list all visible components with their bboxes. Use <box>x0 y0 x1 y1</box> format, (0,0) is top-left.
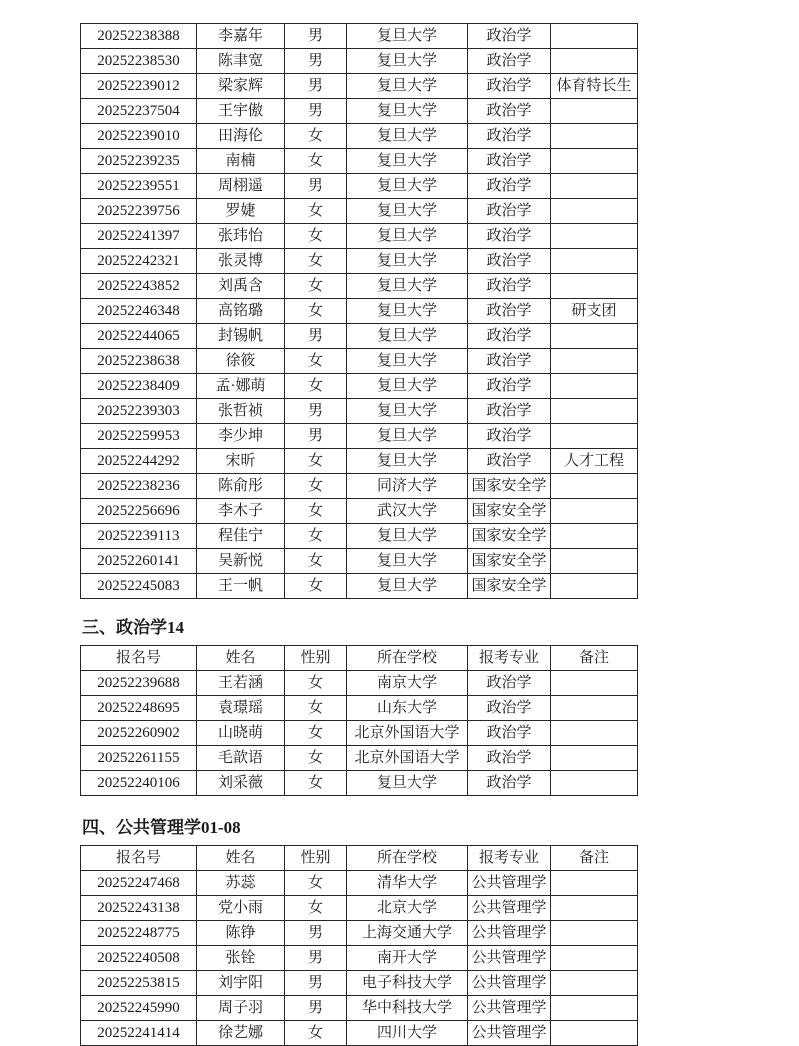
table-cell: 男 <box>285 971 347 996</box>
table-cell: 政治学 <box>468 24 551 49</box>
table-cell: 南开大学 <box>347 946 468 971</box>
table-cell: 复旦大学 <box>347 374 468 399</box>
table-cell <box>551 224 638 249</box>
table-cell <box>551 921 638 946</box>
table-cell: 政治学 <box>468 746 551 771</box>
table-cell: 公共管理学 <box>468 921 551 946</box>
table-cell: 20252238236 <box>81 474 197 499</box>
table-cell: 复旦大学 <box>347 299 468 324</box>
table-row <box>81 771 638 796</box>
table-cell: 男 <box>285 99 347 124</box>
table-row <box>81 574 638 599</box>
table-cell: 女 <box>285 124 347 149</box>
table-row <box>81 896 638 921</box>
table-cell: 刘禹含 <box>197 274 285 299</box>
table-cell: 政治学 <box>468 424 551 449</box>
table-cell <box>551 996 638 1021</box>
table-cell: 清华大学 <box>347 871 468 896</box>
table-cell: 复旦大学 <box>347 574 468 599</box>
table-row <box>81 921 638 946</box>
table-cell: 王宇傲 <box>197 99 285 124</box>
table-cell: 女 <box>285 149 347 174</box>
table-cell: 政治学 <box>468 349 551 374</box>
table-cell: 男 <box>285 996 347 1021</box>
table-cell: 复旦大学 <box>347 199 468 224</box>
table-cell: 徐筱 <box>197 349 285 374</box>
column-header: 所在学校 <box>347 646 468 671</box>
table-cell: 女 <box>285 574 347 599</box>
table-cell: 政治学 <box>468 771 551 796</box>
table-cell: 政治学 <box>468 49 551 74</box>
table-cell: 20252244065 <box>81 324 197 349</box>
table-cell: 20252243138 <box>81 896 197 921</box>
table-cell: 李嘉年 <box>197 24 285 49</box>
table-cell: 20252246348 <box>81 299 197 324</box>
table-cell: 复旦大学 <box>347 449 468 474</box>
table-cell <box>551 746 638 771</box>
table-cell: 武汉大学 <box>347 499 468 524</box>
table-cell: 20252248695 <box>81 696 197 721</box>
table-cell: 女 <box>285 224 347 249</box>
table-cell: 宋昕 <box>197 449 285 474</box>
table-cell: 刘宇阳 <box>197 971 285 996</box>
table-cell <box>551 671 638 696</box>
continuation-table-body <box>81 24 638 599</box>
table-cell: 封锡帆 <box>197 324 285 349</box>
table-cell: 男 <box>285 24 347 49</box>
table-cell: 20252239113 <box>81 524 197 549</box>
table-cell: 张灵博 <box>197 249 285 274</box>
table-row <box>81 996 638 1021</box>
table-cell: 公共管理学 <box>468 996 551 1021</box>
table-cell: 党小雨 <box>197 896 285 921</box>
table-row <box>81 971 638 996</box>
table-cell: 女 <box>285 374 347 399</box>
table-cell <box>551 349 638 374</box>
table-cell <box>551 499 638 524</box>
table-cell <box>551 199 638 224</box>
table-cell: 南楠 <box>197 149 285 174</box>
table-row <box>81 124 638 149</box>
table-row <box>81 499 638 524</box>
table-cell: 女 <box>285 671 347 696</box>
table-row <box>81 721 638 746</box>
table-cell: 20252239688 <box>81 671 197 696</box>
table-cell: 公共管理学 <box>468 1021 551 1046</box>
table-cell: 复旦大学 <box>347 424 468 449</box>
table-cell: 复旦大学 <box>347 399 468 424</box>
section-heading-politics: 三、政治学14 <box>82 618 184 637</box>
table-row <box>81 746 638 771</box>
table-cell: 国家安全学 <box>468 574 551 599</box>
table-cell: 20252239010 <box>81 124 197 149</box>
table-cell: 政治学 <box>468 124 551 149</box>
table-cell: 山晓萌 <box>197 721 285 746</box>
table-cell: 女 <box>285 349 347 374</box>
table-cell: 四川大学 <box>347 1021 468 1046</box>
table-cell: 罗婕 <box>197 199 285 224</box>
table-cell <box>551 24 638 49</box>
table-cell: 政治学 <box>468 449 551 474</box>
table-cell: 男 <box>285 74 347 99</box>
table-cell: 复旦大学 <box>347 24 468 49</box>
table-cell: 20252239012 <box>81 74 197 99</box>
table-row <box>81 24 638 49</box>
table-cell: 女 <box>285 696 347 721</box>
table-cell: 张铨 <box>197 946 285 971</box>
table-cell: 男 <box>285 946 347 971</box>
table-cell: 陈聿宽 <box>197 49 285 74</box>
table-cell: 王若涵 <box>197 671 285 696</box>
table-row <box>81 274 638 299</box>
table-header-row <box>81 846 638 871</box>
table-row <box>81 549 638 574</box>
table-row <box>81 249 638 274</box>
table-cell: 北京外国语大学 <box>347 721 468 746</box>
table-cell <box>551 721 638 746</box>
table-cell: 政治学 <box>468 696 551 721</box>
table-cell: 政治学 <box>468 374 551 399</box>
table-cell: 20252240508 <box>81 946 197 971</box>
table-cell: 复旦大学 <box>347 99 468 124</box>
table-cell <box>551 1021 638 1046</box>
public-admin-table-body <box>81 871 638 1046</box>
column-header: 报考专业 <box>468 646 551 671</box>
table-cell: 政治学 <box>468 299 551 324</box>
table-cell: 陈铮 <box>197 921 285 946</box>
table-row <box>81 149 638 174</box>
table-cell <box>551 871 638 896</box>
table-cell: 徐艺娜 <box>197 1021 285 1046</box>
table-cell: 20252256696 <box>81 499 197 524</box>
column-header: 姓名 <box>197 646 285 671</box>
table-cell: 政治学 <box>468 274 551 299</box>
table-cell: 政治学 <box>468 671 551 696</box>
table-cell: 20252239756 <box>81 199 197 224</box>
table-cell: 女 <box>285 299 347 324</box>
table-cell: 政治学 <box>468 249 551 274</box>
table-cell: 人才工程 <box>551 449 638 474</box>
table-cell: 复旦大学 <box>347 549 468 574</box>
table-cell: 20252239303 <box>81 399 197 424</box>
applicant-continuation-table <box>80 23 638 599</box>
table-cell: 20252244292 <box>81 449 197 474</box>
table-cell: 20252260902 <box>81 721 197 746</box>
table-cell: 公共管理学 <box>468 896 551 921</box>
table-cell: 男 <box>285 324 347 349</box>
table-cell: 女 <box>285 449 347 474</box>
table-cell: 孟·娜萌 <box>197 374 285 399</box>
table-cell <box>551 549 638 574</box>
table-row <box>81 324 638 349</box>
table-cell <box>551 971 638 996</box>
table-cell: 山东大学 <box>347 696 468 721</box>
table-cell <box>551 771 638 796</box>
table-cell: 女 <box>285 199 347 224</box>
table-cell: 李少坤 <box>197 424 285 449</box>
table-cell <box>551 696 638 721</box>
table-cell: 国家安全学 <box>468 549 551 574</box>
table-cell: 20252238409 <box>81 374 197 399</box>
table-cell: 复旦大学 <box>347 324 468 349</box>
table-cell: 政治学 <box>468 199 551 224</box>
table-cell: 复旦大学 <box>347 524 468 549</box>
politics-table-body <box>81 671 638 796</box>
table-row <box>81 671 638 696</box>
table-header-row <box>81 646 638 671</box>
table-cell: 男 <box>285 424 347 449</box>
section-heading-public-admin: 四、公共管理学01-08 <box>82 818 241 837</box>
table-cell: 程佳宁 <box>197 524 285 549</box>
table-row <box>81 524 638 549</box>
table-cell: 女 <box>285 249 347 274</box>
table-cell: 华中科技大学 <box>347 996 468 1021</box>
table-row <box>81 299 638 324</box>
table-row <box>81 349 638 374</box>
column-header: 性别 <box>285 646 347 671</box>
table-cell: 男 <box>285 174 347 199</box>
table-cell: 女 <box>285 274 347 299</box>
table-row <box>81 946 638 971</box>
table-cell: 刘采薇 <box>197 771 285 796</box>
table-cell: 女 <box>285 896 347 921</box>
table-row <box>81 99 638 124</box>
table-cell: 20252241397 <box>81 224 197 249</box>
table-cell: 周栩遥 <box>197 174 285 199</box>
column-header: 所在学校 <box>347 846 468 871</box>
table-cell: 毛歆语 <box>197 746 285 771</box>
table-cell <box>551 324 638 349</box>
table-cell <box>551 149 638 174</box>
table-cell: 20252261155 <box>81 746 197 771</box>
table-cell <box>551 474 638 499</box>
table-cell: 男 <box>285 399 347 424</box>
table-cell <box>551 946 638 971</box>
table-cell: 20252237504 <box>81 99 197 124</box>
table-cell: 张哲祯 <box>197 399 285 424</box>
table-cell <box>551 99 638 124</box>
table-cell: 政治学 <box>468 149 551 174</box>
table-cell: 女 <box>285 524 347 549</box>
table-cell: 张玮怡 <box>197 224 285 249</box>
table-cell: 陈俞彤 <box>197 474 285 499</box>
table-cell <box>551 424 638 449</box>
table-cell: 国家安全学 <box>468 499 551 524</box>
table-cell: 20252248775 <box>81 921 197 946</box>
table-cell: 复旦大学 <box>347 249 468 274</box>
column-header: 备注 <box>551 846 638 871</box>
table-cell: 20252238388 <box>81 24 197 49</box>
table-cell: 袁璟瑶 <box>197 696 285 721</box>
table-cell: 20252245083 <box>81 574 197 599</box>
table-cell: 复旦大学 <box>347 274 468 299</box>
table-cell: 20252238530 <box>81 49 197 74</box>
table-cell: 男 <box>285 49 347 74</box>
table-row <box>81 449 638 474</box>
table-cell: 电子科技大学 <box>347 971 468 996</box>
table-row <box>81 399 638 424</box>
table-cell: 高铭璐 <box>197 299 285 324</box>
table-cell: 国家安全学 <box>468 524 551 549</box>
table-cell: 政治学 <box>468 399 551 424</box>
table-cell <box>551 124 638 149</box>
table-cell: 北京大学 <box>347 896 468 921</box>
document-page <box>0 23 799 1045</box>
table-cell: 南京大学 <box>347 671 468 696</box>
table-cell: 上海交通大学 <box>347 921 468 946</box>
table-cell: 王一帆 <box>197 574 285 599</box>
table-cell: 复旦大学 <box>347 224 468 249</box>
table-cell: 田海伦 <box>197 124 285 149</box>
table-cell: 20252245990 <box>81 996 197 1021</box>
table-row <box>81 871 638 896</box>
column-header: 姓名 <box>197 846 285 871</box>
table-cell: 20252238638 <box>81 349 197 374</box>
table-cell: 女 <box>285 746 347 771</box>
table-cell <box>551 49 638 74</box>
table-row <box>81 224 638 249</box>
table-cell: 复旦大学 <box>347 771 468 796</box>
table-cell: 吴新悦 <box>197 549 285 574</box>
table-cell: 公共管理学 <box>468 871 551 896</box>
table-cell: 20252242321 <box>81 249 197 274</box>
table-cell <box>551 524 638 549</box>
table-cell: 20252247468 <box>81 871 197 896</box>
table-cell: 研支团 <box>551 299 638 324</box>
table-row <box>81 1021 638 1046</box>
table-cell: 复旦大学 <box>347 49 468 74</box>
table-cell: 女 <box>285 871 347 896</box>
table-row <box>81 49 638 74</box>
column-header: 性别 <box>285 846 347 871</box>
table-cell: 公共管理学 <box>468 971 551 996</box>
table-row <box>81 424 638 449</box>
table-row <box>81 174 638 199</box>
table-row <box>81 199 638 224</box>
table-cell: 20252239235 <box>81 149 197 174</box>
table-row <box>81 74 638 99</box>
table-cell: 20252243852 <box>81 274 197 299</box>
table-cell: 同济大学 <box>347 474 468 499</box>
column-header: 报考专业 <box>468 846 551 871</box>
table-cell: 20252259953 <box>81 424 197 449</box>
table-cell: 梁家辉 <box>197 74 285 99</box>
table-cell: 公共管理学 <box>468 946 551 971</box>
table-cell: 政治学 <box>468 74 551 99</box>
table-cell: 20252253815 <box>81 971 197 996</box>
politics-section-table <box>80 645 638 796</box>
table-cell: 20252241414 <box>81 1021 197 1046</box>
column-header: 报名号 <box>81 846 197 871</box>
column-header: 备注 <box>551 646 638 671</box>
table-cell: 北京外国语大学 <box>347 746 468 771</box>
table-cell: 女 <box>285 549 347 574</box>
table-cell: 女 <box>285 721 347 746</box>
table-cell <box>551 174 638 199</box>
table-row <box>81 696 638 721</box>
table-cell: 女 <box>285 499 347 524</box>
table-cell <box>551 249 638 274</box>
table-cell: 周子羽 <box>197 996 285 1021</box>
table-row <box>81 374 638 399</box>
table-cell: 复旦大学 <box>347 124 468 149</box>
table-cell: 国家安全学 <box>468 474 551 499</box>
table-row <box>81 474 638 499</box>
table-cell <box>551 274 638 299</box>
table-cell: 女 <box>285 771 347 796</box>
table-cell <box>551 374 638 399</box>
table-cell: 李木子 <box>197 499 285 524</box>
table-cell: 体育特长生 <box>551 74 638 99</box>
table-cell: 政治学 <box>468 224 551 249</box>
table-cell: 复旦大学 <box>347 349 468 374</box>
column-header: 报名号 <box>81 646 197 671</box>
table-cell: 20252240106 <box>81 771 197 796</box>
table-cell: 苏蕊 <box>197 871 285 896</box>
table-cell: 20252260141 <box>81 549 197 574</box>
table-cell <box>551 896 638 921</box>
table-cell: 女 <box>285 1021 347 1046</box>
table-cell: 20252239551 <box>81 174 197 199</box>
table-cell <box>551 399 638 424</box>
table-cell <box>551 574 638 599</box>
table-cell: 女 <box>285 474 347 499</box>
table-cell: 政治学 <box>468 721 551 746</box>
table-cell: 政治学 <box>468 174 551 199</box>
table-cell: 政治学 <box>468 324 551 349</box>
table-cell: 复旦大学 <box>347 74 468 99</box>
table-cell: 复旦大学 <box>347 174 468 199</box>
table-cell: 政治学 <box>468 99 551 124</box>
public-admin-section-table <box>80 845 638 1046</box>
table-cell: 男 <box>285 921 347 946</box>
table-cell: 复旦大学 <box>347 149 468 174</box>
